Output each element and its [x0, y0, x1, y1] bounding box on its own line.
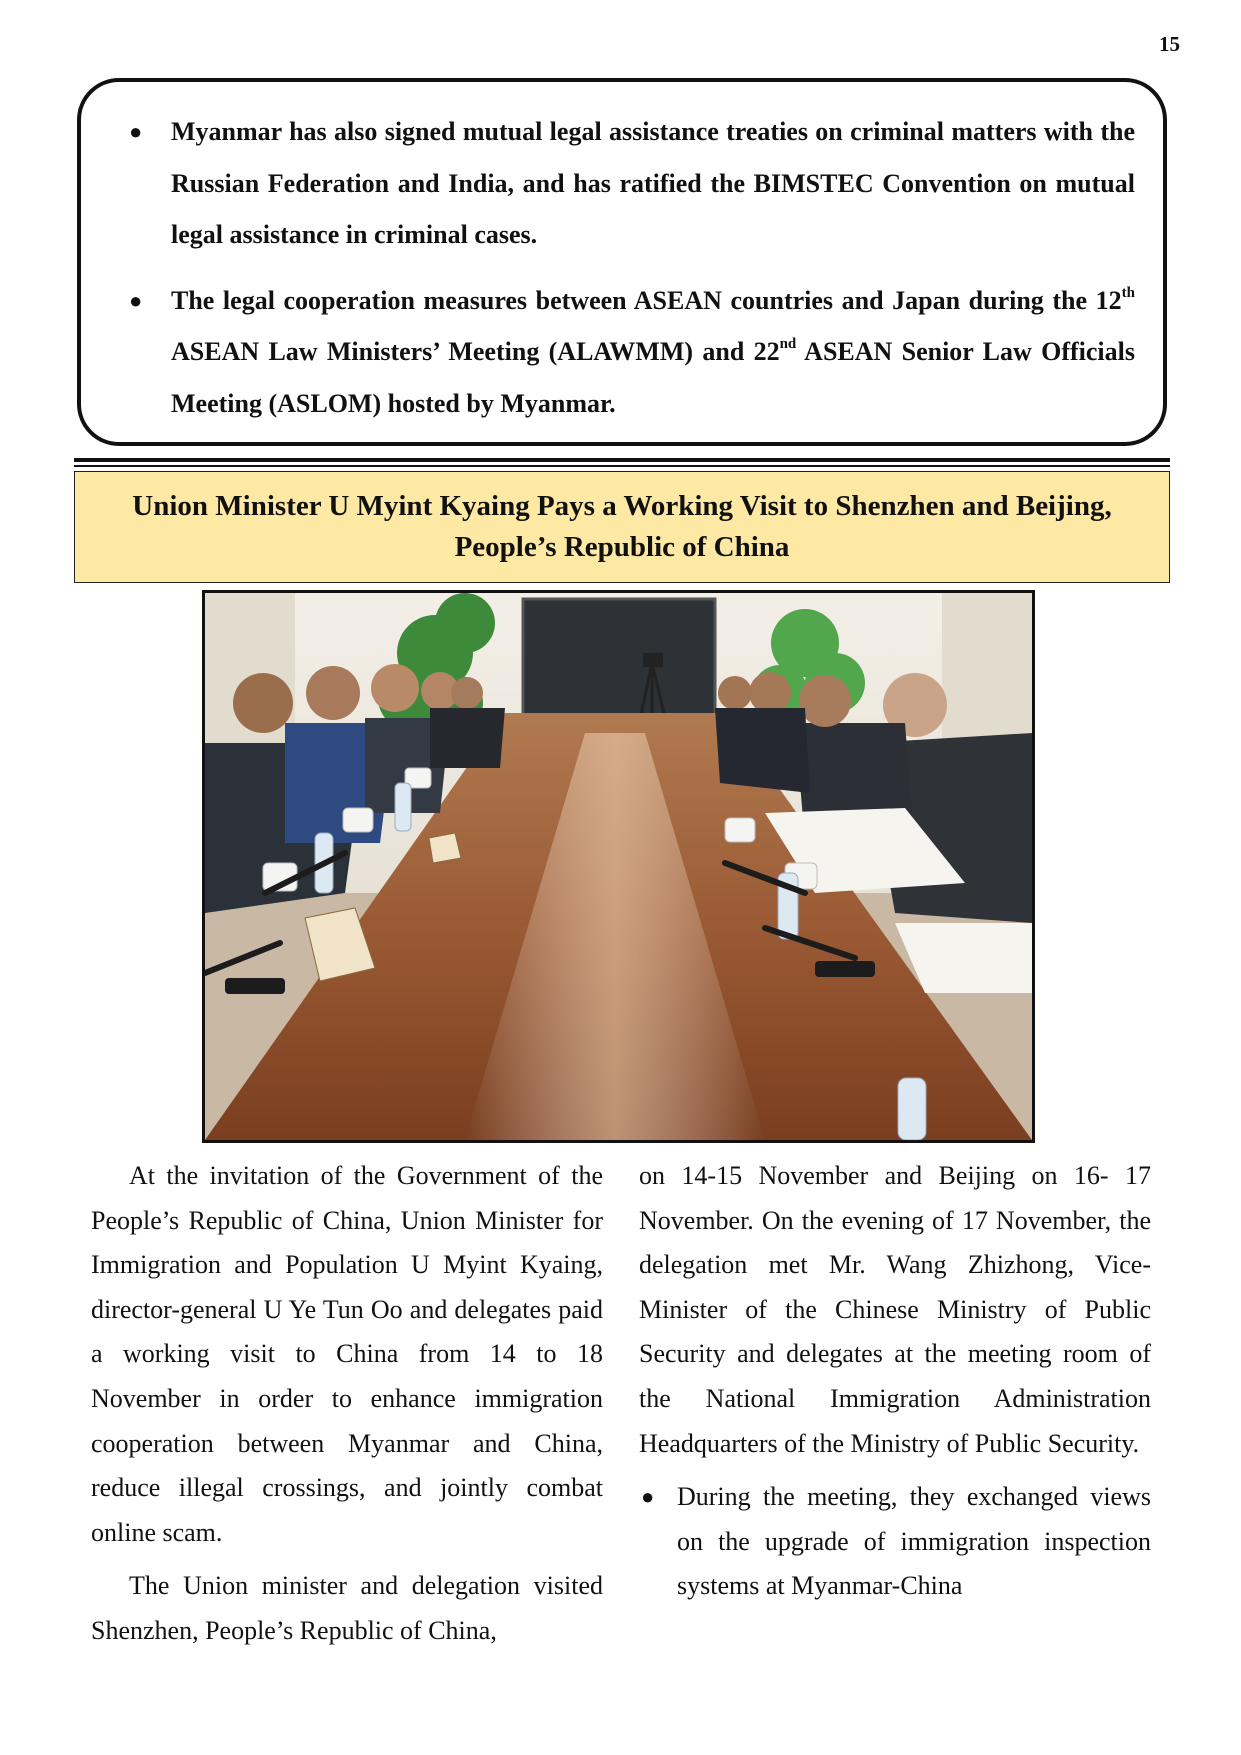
article-headline-box	[74, 471, 1170, 583]
highlight-box	[77, 78, 1167, 446]
highlight-bullet-2-text-b: ASEAN Law Ministers’ Meeting (ALAWMM) and 22	[171, 337, 780, 366]
ordinal-suffix: th	[1121, 284, 1135, 301]
article-paragraph: The Union minister and delegation visited Shenzhen, People’s Republic of China,	[91, 1571, 603, 1645]
highlight-bullet-2-text-c: ASEAN Senior Law Officials Meeting (ASLOM) hosted by Myanmar.	[171, 337, 1135, 418]
ordinal-suffix: nd	[779, 336, 797, 352]
highlight-bullet-1	[129, 106, 1135, 261]
meeting-photo	[202, 590, 1035, 1143]
article-bullet-text: During the meeting, they exchanged views on the upgrade of immigration inspection systems at Myanmar-China	[677, 1482, 1151, 1601]
bullet-icon: ●	[641, 1484, 655, 1510]
article-headline: Union Minister U Myint Kyaing Pays a Working Visit to Shenzhen and Beijing, People’s Republic of China	[132, 490, 1112, 563]
article-paragraph: At the invitation of the Government of the People’s Republic of China, Union Minister for Immigration and Population U Myint Kyaing, director-general U Ye Tun Oo and delegates paid a working visit to China from 14 to 18 November in order to enhance immigration cooperation between Myanmar and China, reduce illegal crossings, and jointly combat online scam.	[91, 1161, 603, 1547]
bullet-icon: ●	[129, 287, 143, 313]
bullet-icon: ●	[129, 119, 143, 144]
article-paragraph: on 14-15 November and Beijing on 16- 17 November. On the evening of 17 November, the delegation met Mr. Wang Zhizhong, Vice-Minister of the Chinese Ministry of Public Security and delegates at the meeting room of the National Immigration Administration Headquarters of the Ministry of Public Security.	[639, 1161, 1151, 1458]
section-divider	[74, 458, 1170, 462]
page-number: 15	[1159, 32, 1180, 56]
meeting-photo-illustration	[205, 593, 1032, 1140]
highlight-bullet-2	[129, 275, 1135, 430]
highlight-bullet-1-text: Myanmar has also signed mutual legal assistance treaties on criminal matters with the Russian Federation and India, and has ratified the BIMSTEC Convention on mutual legal assistance in criminal cases.	[171, 117, 1135, 249]
section-divider-thin	[74, 465, 1170, 467]
article-column-right	[639, 1154, 1151, 1609]
article-bullet	[639, 1475, 1151, 1609]
highlight-bullet-2-text-a: The legal cooperation measures between ASEAN countries and Japan during the 12	[171, 285, 1122, 315]
article-column-left	[91, 1154, 603, 1663]
highlight-list	[129, 106, 1135, 429]
